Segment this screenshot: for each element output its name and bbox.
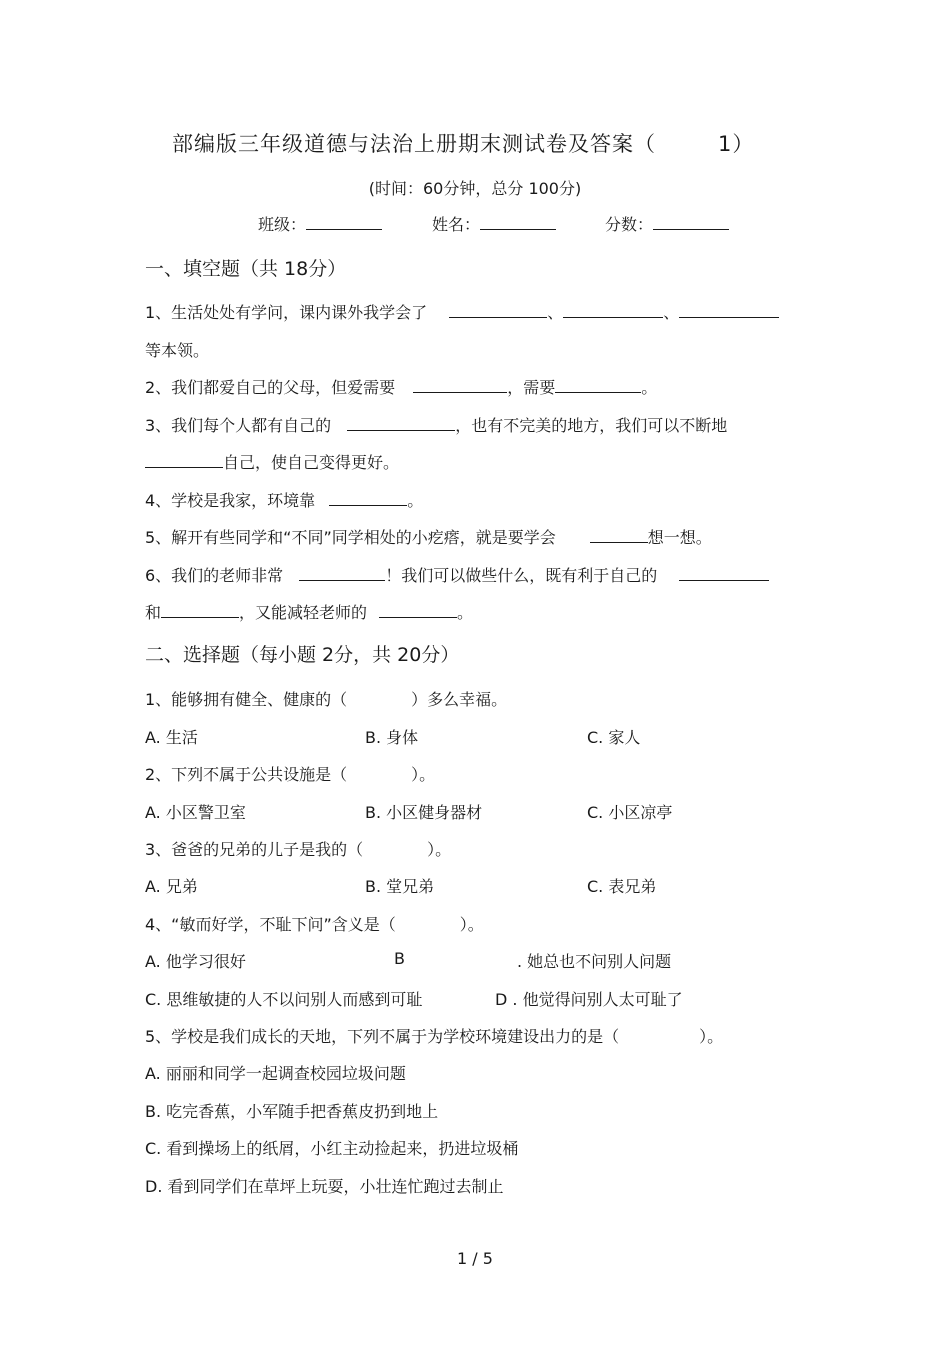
- section1-heading: 一、填空题（共 18分）: [145, 258, 347, 280]
- title-number: 1）: [718, 132, 755, 156]
- score-blank: [653, 213, 729, 230]
- answer-blank: [329, 489, 407, 506]
- fill-question-1: [145, 300, 779, 323]
- option-c: C. 家人: [587, 728, 641, 747]
- choice-question-1: 1、能够拥有健全、健康的（ ）多么幸福。: [145, 690, 508, 709]
- q6-text-c: 和: [145, 603, 162, 622]
- answer-blank: [145, 451, 223, 468]
- q6-text: 6、我们的老师非常: [145, 566, 284, 585]
- q3-text-b: ，也有不完美的地方，我们可以不断地: [455, 416, 728, 435]
- fill-question-1-cont: 等本领。: [145, 341, 210, 360]
- fill-question-6-cont: [145, 600, 473, 623]
- q1-text: 1、生活处处有学问，课内课外我学会了: [145, 303, 428, 322]
- fill-question-2: [145, 375, 657, 398]
- q5-text-b: 想一想。: [647, 528, 712, 547]
- exam-meta: (时间：60分钟，总分 100分): [368, 179, 582, 198]
- q1-separator: 、: [663, 303, 680, 322]
- option-b: B. 堂兄弟: [365, 877, 435, 896]
- q1-separator: 、: [547, 303, 564, 322]
- answer-blank: [563, 301, 663, 318]
- class-field: [258, 212, 382, 235]
- answer-blank: [299, 564, 385, 581]
- name-field: [432, 212, 556, 235]
- option-c: C. 看到操场上的纸屑，小红主动捡起来，扔进垃圾桶: [145, 1139, 519, 1158]
- q4-end: 。: [407, 491, 424, 510]
- class-label: 班级：: [258, 215, 307, 234]
- option-c: C. 表兄弟: [587, 877, 657, 896]
- choice-question-5: 5、学校是我们成长的天地，下列不属于为学校环境建设出力的是（ ）。: [145, 1027, 724, 1046]
- fill-question-3: [145, 413, 727, 436]
- answer-blank: [161, 601, 239, 618]
- class-blank: [306, 213, 382, 230]
- q3-text: 3、我们每个人都有自己的: [145, 416, 332, 435]
- fill-question-3-cont: [145, 450, 399, 473]
- q2-end: 。: [641, 378, 658, 397]
- page-number: 1 / 5: [457, 1249, 493, 1268]
- option-d: D . 他觉得问别人太可耻了: [495, 990, 683, 1009]
- score-label: 分数：: [605, 215, 654, 234]
- q6-text-d: ，又能减轻老师的: [239, 603, 368, 622]
- option-c: C. 小区凉亭: [587, 803, 673, 822]
- page-title: [172, 128, 754, 158]
- answer-blank: [347, 414, 455, 431]
- option-a: A. 兄弟: [145, 877, 198, 896]
- answer-blank: [413, 376, 507, 393]
- choice-question-4: 4、“敏而好学，不耻下问”含义是（ ）。: [145, 915, 484, 934]
- choice-question-2: 2、下列不属于公共设施是（ ）。: [145, 765, 436, 784]
- q4-text: 4、学校是我家，环境靠: [145, 491, 316, 510]
- title-text: 部编版三年级道德与法治上册期末测试卷及答案（: [172, 132, 656, 156]
- answer-blank: [679, 301, 779, 318]
- option-b: B. 身体: [365, 728, 419, 747]
- option-d: D. 看到同学们在草坪上玩耍，小壮连忙跑过去制止: [145, 1177, 504, 1196]
- score-field: [605, 212, 729, 235]
- q6-text-b: ！我们可以做些什么，既有利于自己的: [385, 566, 658, 585]
- q6-end: 。: [457, 603, 474, 622]
- fill-question-5: [145, 525, 712, 548]
- option-a: A. 他学习很好: [145, 952, 246, 971]
- answer-blank: [379, 601, 457, 618]
- fill-question-6: [145, 563, 769, 586]
- q5-text: 5、解开有些同学和“不同”同学相处的小疙瘩，就是要学会: [145, 528, 556, 547]
- option-a: A. 小区警卫室: [145, 803, 246, 822]
- q2-text-b: ，需要: [507, 378, 556, 397]
- option-b: . 她总也不问别人问题: [517, 952, 672, 971]
- answer-blank: [679, 564, 769, 581]
- option-c: C. 思维敏捷的人不以问别人而感到可耻: [145, 990, 423, 1009]
- option-b: B. 小区健身器材: [365, 803, 483, 822]
- choice-question-3: 3、爸爸的兄弟的儿子是我的（ ）。: [145, 840, 452, 859]
- q3-text-c: 自己，使自己变得更好。: [223, 453, 400, 472]
- option-b-letter: B: [394, 949, 405, 968]
- answer-blank: [449, 301, 547, 318]
- section2-heading: 二、选择题（每小题 2分，共 20分）: [145, 644, 460, 666]
- answer-blank: [590, 526, 648, 543]
- answer-blank: [555, 376, 641, 393]
- option-a: A. 生活: [145, 728, 198, 747]
- fill-question-4: [145, 488, 423, 511]
- option-b: B. 吃完香蕉，小军随手把香蕉皮扔到地上: [145, 1102, 439, 1121]
- name-blank: [480, 213, 556, 230]
- option-a: A. 丽丽和同学一起调查校园垃圾问题: [145, 1064, 406, 1083]
- q2-text: 2、我们都爱自己的父母，但爱需要: [145, 378, 396, 397]
- name-label: 姓名：: [432, 215, 481, 234]
